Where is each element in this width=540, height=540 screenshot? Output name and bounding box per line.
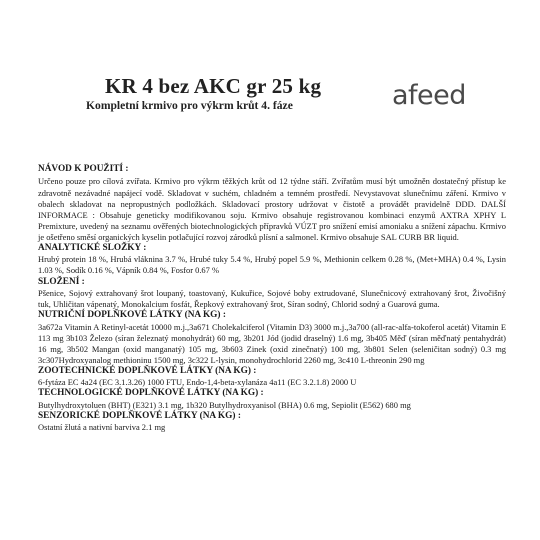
nutritional-heading: NUTRIČNÍ DOPLŇKOVÉ LÁTKY (NA KG) : bbox=[38, 310, 226, 321]
analytical-heading: ANALYTICKÉ SLOŽKY : bbox=[38, 242, 147, 253]
label-content bbox=[38, 164, 506, 433]
sensory-heading: SENZORICKÉ DOPLŇKOVÉ LÁTKY (NA KG) : bbox=[38, 410, 241, 421]
usage-text: Určeno pouze pro cílová zvířata. Krmivo pro výkrm těžkých krůt od 12 týdne stáří. Zvířatům musí být umožněn dostatečný přístup ke zdravotně nezávadné napájecí vodě. Skladovat v suchém, chladném a temném prostředí. Nevystavovat slunečnímu záření. Krmivo v obalech skladovat na nepropustných podložkách. Skladovací prostory udržovat v čistotě a provádět pravidelně DDD. DALŠÍ INFORMACE : Obsahuje geneticky modifikovanou soju. Krmivo obsahuje registrovanou kombinaci enzymů AXTRA XPHY L Premixture, uvedený na seznamu ověřených biotechnologických přípravků VÚZT pro snížení emisí amoniaku a snížení zápachu. Krmivo je ošetřeno směsí organických kyselin potlačující rozvoj zárodků plísní a salmonel. Krmivo obsahuje SAL CURB BR liquid. bbox=[38, 176, 506, 242]
composition-heading: SLOŽENÍ : bbox=[38, 276, 85, 287]
zootechnical-heading: ZOOTECHNICKÉ DOPLŇKOVÉ LÁTKY (NA KG) : bbox=[38, 365, 257, 376]
usage-heading: NÁVOD K POUŽITÍ : bbox=[38, 164, 129, 174]
technological-text: Butylhydroxytoluen (BHT) (E321) 3.1 mg, 1b320 Butylhydroxyanisol (BHA) 0.6 mg, Sepiolit (E562) 680 mg bbox=[38, 399, 411, 410]
composition-text: Pšenice, Sojový extrahovaný šrot loupaný, toastovaný, Kukuřice, Sojové boby extrudované, Slunečnicový extrahovaný šrot, Živočišný tuk, Uhličitan vápenatý, Monokalcium fosfát, Řepkový extrahovaný šrot, Síran sodný, Chlorid sodný a Guarová guma. bbox=[38, 287, 506, 310]
brand-logo: afeed bbox=[392, 80, 466, 111]
zootechnical-text: 6-fytáza EC 4a24 (EC 3.1.3.26) 1000 FTU, Endo-1,4-beta-xylanáza 4a11 (EC 3.2.1.8) 2000 U bbox=[38, 377, 357, 388]
technological-heading: TECHNOLOGICKÉ DOPLŇKOVÉ LÁTKY (NA KG) : bbox=[38, 388, 264, 399]
sensory-text: Ostatní žlutá a nativní barviva 2.1 mg bbox=[38, 422, 166, 433]
label-header bbox=[0, 74, 540, 124]
nutritional-text: 3a672a Vitamin A Retinyl-acetát 10000 m.j.,3a671 Cholekalciferol (Vitamin D3) 3000 m.j.,3a700 (all-rac-alfa-tokoferol acetát) Vitamin E 113 mg 3b103 Železo (síran železnatý monohydrát) 60 mg, 3b201 Jód (jodid draselný) 1.6 mg, 3b405 Měď (síran měďnatý pentahydrát) 16 mg, 3b502 Mangan (oxid manganatý) 105 mg, 3b603 Zinek (oxid zinečnatý) 100 mg, 3b801 Selen (seleničitan sodný) 0.3 mg 3c307Hydroxyanalog methioninu 1500 mg, 3c322 L-lysin, monohydrochlorid 2260 mg, 3c410 L-threonin 290 mg bbox=[38, 321, 506, 365]
product-title: KR 4 bez AKC gr 25 kg bbox=[105, 74, 322, 98]
product-subtitle: Kompletní krmivo pro výkrm krůt 4. fáze bbox=[86, 99, 293, 112]
analytical-text: Hrubý protein 18 %, Hrubá vláknina 3.7 %, Hrubé tuky 5.4 %, Hrubý popel 5.9 %, Methionin celkem 0.28 %, (Met+MHA) 0.4 %, Lysin 1.03 %, Sodík 0.16 %, Vápník 0.84 %, Fosfor 0.67 % bbox=[38, 254, 506, 276]
